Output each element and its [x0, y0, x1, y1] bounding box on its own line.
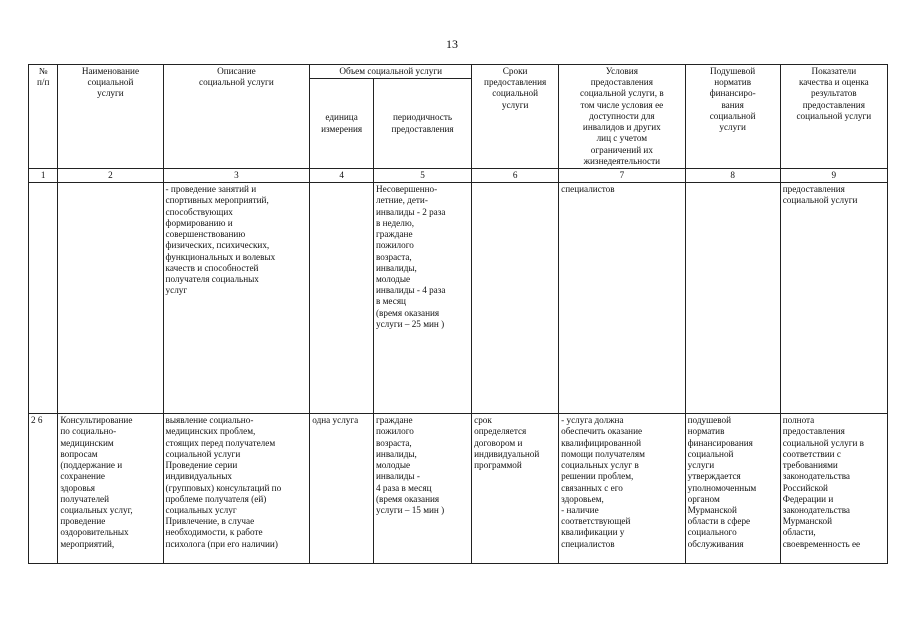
column-number: 1 — [29, 168, 58, 182]
unit: одна услуга — [310, 414, 374, 564]
column-number: 7 — [559, 168, 685, 182]
row-number — [29, 183, 58, 414]
column-number: 3 — [163, 168, 310, 182]
table-row — [29, 183, 888, 414]
unit — [310, 183, 374, 414]
terms: срок определяется договором и индивидуальной программой — [472, 414, 559, 564]
column-number: 8 — [685, 168, 780, 182]
funding-norm: подушевой норматив финансирования социальной услуги утверждается уполномоченным органом Мурманской области в сфере социального обслуживания — [685, 414, 780, 564]
header-conditions: Условия предоставления социальной услуги, в том числе условия ее доступности для инвалидов и других лиц с учетом ограничений их жизнедеятельности — [559, 65, 685, 169]
header-unit: единица измерения — [310, 79, 374, 169]
column-number: 6 — [472, 168, 559, 182]
header-funding-norm: Подушевой норматив финансиро- вания социальной услуги — [685, 65, 780, 169]
service-description: выявление социально- медицинских проблем, стоящих перед получателем социальной услуги Проведение серии индивидуальных (групповых) консультаций по проблеме получателя (ей) социальных услуг Привлечение, в случае необходимости, к работе психолога (при его наличии) — [163, 414, 310, 564]
service-name: Консультирование по социально- медицинским вопросам (поддержание и сохранение здоровья получателей социальных услуг, проведение оздоровительных мероприятий, — [58, 414, 163, 564]
terms — [472, 183, 559, 414]
column-number: 9 — [780, 168, 887, 182]
quality-indicators: полнота предоставления социальной услуги в соответствии с требованиями законодательства Российской Федерации и законодательства Мурманской области, своевременность ее — [780, 414, 887, 564]
row-number: 2 6 — [29, 414, 58, 564]
service-description: - проведение занятий и спортивных мероприятий, способствующих формированию и совершенствованию физических, психических, функциональных и волевых качеств и способностей получателя социальных услуг — [163, 183, 310, 414]
header-description: Описание социальной услуги — [163, 65, 310, 169]
table-row — [29, 414, 888, 564]
service-name — [58, 183, 163, 414]
quality-indicators: предоставления социальной услуги — [780, 183, 887, 414]
social-services-table — [28, 64, 888, 564]
page-number: 13 — [446, 37, 458, 51]
header-number: № п/п — [29, 65, 58, 169]
column-number: 4 — [310, 168, 374, 182]
header-service-name: Наименование социальной услуги — [58, 65, 163, 169]
header-row — [29, 65, 888, 79]
header-periodicity: периодичность предоставления — [373, 79, 471, 169]
periodicity: Несовершенно- летние, дети- инвалиды - 2 раза в неделю, граждане пожилого возраста, инвалиды, молодые инвалиды - 4 раза в месяц (время оказания услуги – 25 мин ) — [373, 183, 471, 414]
header-quality-indicators: Показатели качества и оценка результатов предоставления социальной услуги — [780, 65, 887, 169]
conditions: - услуга должна обеспечить оказание квалифицированной помощи получателям социальных услуг в решении проблем, связанных с его здоровьем, - наличие соответствующей квалификации у специалистов — [559, 414, 685, 564]
header-volume: Объем социальной услуги — [310, 65, 472, 79]
conditions: специалистов — [559, 183, 685, 414]
periodicity: граждане пожилого возраста, инвалиды, молодые инвалиды - 4 раза в месяц (время оказания услуги – 15 мин ) — [373, 414, 471, 564]
column-number: 2 — [58, 168, 163, 182]
column-number: 5 — [373, 168, 471, 182]
column-numbers-row — [29, 168, 888, 182]
header-terms: Сроки предоставления социальной услуги — [472, 65, 559, 169]
funding-norm — [685, 183, 780, 414]
